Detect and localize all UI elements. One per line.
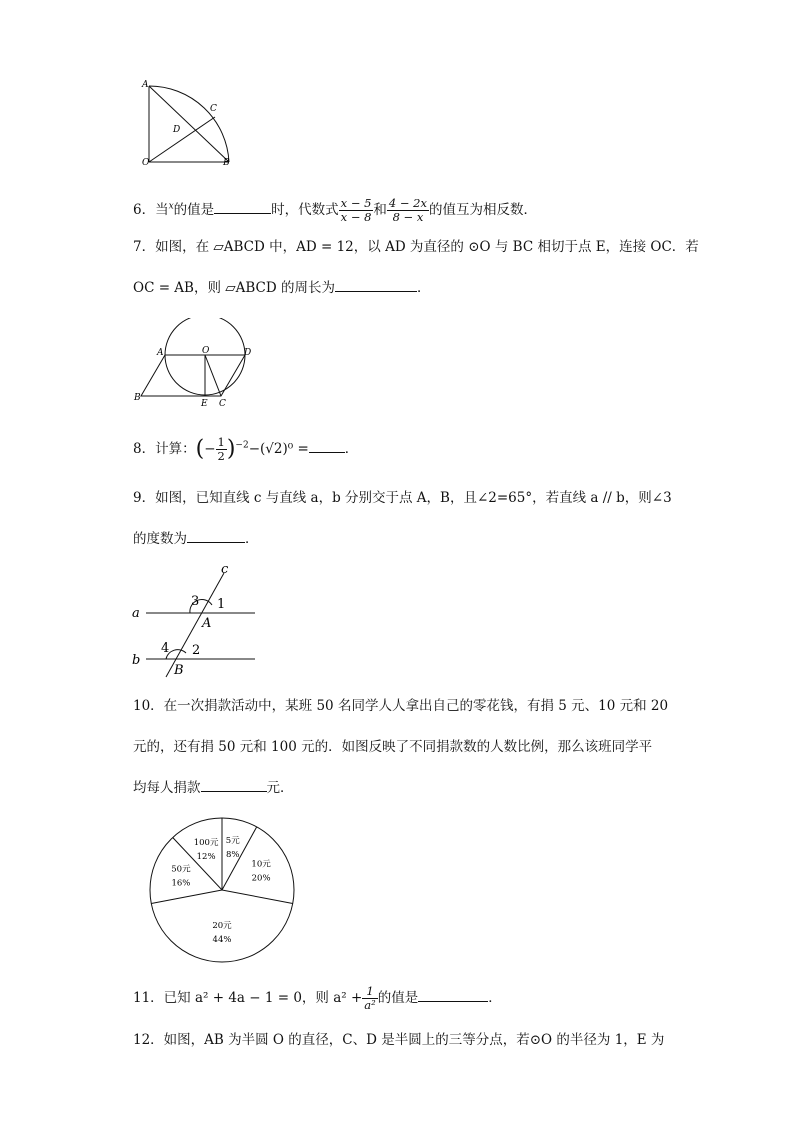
answer-blank[interactable] xyxy=(187,530,245,543)
figure-parallelogram-circle xyxy=(130,318,265,408)
question-11: 11．已知 a² + 4a − 1 = 0，则 a² + $\frac{1}{\text{a²}}$ 的值是 ． xyxy=(133,984,502,1012)
question-9-line-2: 的度数为 ． xyxy=(133,531,259,547)
label-o: O xyxy=(142,158,150,168)
question-7-line-2: OC = AB，则 ▱ABCD 的周长为 ． xyxy=(133,280,431,296)
fraction-2: $\frac{4 - 2x}{8 - x}$ xyxy=(388,196,427,224)
question-10-line-1: 10．在一次捐款活动中，某班 50 名同学人人拿出自己的零花钱，有捐 5 元、10 元和 20 xyxy=(133,698,669,714)
label-b-line: b xyxy=(132,653,141,668)
angle-label-2: 2 xyxy=(192,643,201,658)
angle-label-4: 4 xyxy=(161,641,170,656)
pie-chart xyxy=(145,813,300,968)
fraction-1: $\frac{x - 5}{x - 8}$ xyxy=(340,196,372,224)
question-8: 8．计算：(− $\frac{1}{2}$ )$^{-2}$−(√2)⁰ = ． xyxy=(133,435,359,463)
label-a: A xyxy=(157,348,164,358)
answer-blank[interactable] xyxy=(201,779,267,792)
label-e: E xyxy=(201,399,208,408)
pie-slice-percent: 8% xyxy=(225,850,240,861)
label-c: C xyxy=(210,104,217,114)
label-o: O xyxy=(202,346,210,356)
pie-slice-percent: 20% xyxy=(251,873,271,884)
question-7-line-1: 7．如图，在 ▱ABCD 中，AD = 12，以 AD 为直径的 ⊙O 与 BC 相切于点 E，连接 OC．若 xyxy=(133,239,699,255)
question-10-line-3: 均每人捐款 元． xyxy=(133,780,294,796)
answer-blank[interactable] xyxy=(418,989,488,1002)
figure-quarter-circle xyxy=(138,75,238,170)
label-point-a: A xyxy=(202,616,212,631)
pie-slice-label: 10元 xyxy=(251,859,271,870)
question-12-line-1: 12．如图，AB 为半圆 O 的直径，C、D 是半圆上的三等分点，若⊙O 的半径为 1，E 为 xyxy=(133,1032,665,1048)
label-b: B xyxy=(134,393,141,403)
pie-slice-label: 20元 xyxy=(212,921,232,932)
pie-slice-percent: 12% xyxy=(196,851,216,862)
line-c xyxy=(166,573,224,677)
label-point-b: B xyxy=(174,663,184,678)
segment-oc xyxy=(205,355,221,396)
pie-slice-label: 50元 xyxy=(171,864,191,875)
answer-blank[interactable] xyxy=(309,440,345,453)
label-d: D xyxy=(173,125,181,135)
pie-slice-label: 100元 xyxy=(193,837,219,848)
angle-label-3: 3 xyxy=(191,594,200,609)
label-a: A xyxy=(142,80,149,90)
pie-slice-percent: 16% xyxy=(171,878,191,889)
label-b: B xyxy=(223,158,230,168)
question-9-line-1: 9．如图，已知直线 c 与直线 a，b 分别交于点 A，B，且∠2=65°，若直线 a // b，则∠3 xyxy=(133,490,672,506)
question-10-line-2: 元的，还有捐 50 元和 100 元的．如图反映了不同捐款数的人数比例，那么该班同学平 xyxy=(133,739,653,755)
pie-slice-boundary xyxy=(151,890,222,903)
label-c-line: c xyxy=(221,562,229,577)
label-d: D xyxy=(244,348,252,358)
label-c: C xyxy=(219,399,226,408)
parallelogram xyxy=(141,355,245,396)
angle-label-1: 1 xyxy=(217,597,226,612)
answer-blank[interactable] xyxy=(335,279,417,292)
label-a-line: a xyxy=(132,606,140,621)
pie-slice-percent: 44% xyxy=(212,935,232,946)
answer-blank[interactable] xyxy=(214,201,271,214)
pie-slice-boundary xyxy=(222,890,293,903)
pie-slice-label: 5元 xyxy=(225,836,240,847)
figure-parallel-lines xyxy=(128,560,263,680)
question-6: 6．当$^x$的值是 时，代数式 $\frac{x - 5}{x - 8}$ 和 $\frac{4 - 2x}{8 - x}$ 的值互为相反数． xyxy=(133,196,537,224)
